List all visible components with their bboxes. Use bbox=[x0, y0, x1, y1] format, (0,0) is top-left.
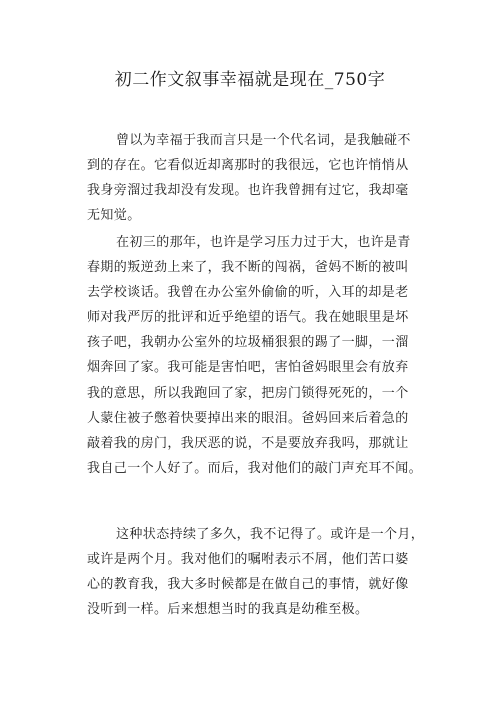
paragraph-line: 春期的叛逆劲上来了，我不断的闯祸，爸妈不断的被叫 bbox=[87, 260, 409, 276]
paragraph-1 bbox=[87, 128, 432, 228]
paragraph-line: 心的教育我，我大多时候都是在做自己的事情，就好像 bbox=[87, 577, 409, 593]
paragraph-line: 或许是两个月。我对他们的嘱咐表示不屑，他们苦口婆 bbox=[87, 552, 409, 568]
paragraph-line: 无知觉。 bbox=[87, 208, 141, 224]
paragraph-3 bbox=[87, 522, 432, 622]
paragraph-line: 我的意思，所以我跑回了家，把房门锁得死死的，一个 bbox=[87, 385, 409, 401]
paragraph-line: 我自己一个人好了。而后，我对他们的敲门声充耳不闻。 bbox=[87, 460, 423, 476]
paragraph-line: 敲着我的房门，我厌恶的说，不是要放弃我吗，那就让 bbox=[87, 435, 409, 451]
paragraph-line: 到的存在。它看似近却离那时的我很远，它也许悄悄从 bbox=[87, 158, 409, 174]
paragraph-line: 去学校谈话。我曾在办公室外偷偷的听，入耳的却是老 bbox=[87, 285, 409, 301]
paragraph-line: 孩子吧，我朝办公室外的垃圾桶狠狠的踢了一脚，一溜 bbox=[87, 335, 409, 351]
paragraph-line: 我身旁溜过我却没有发现。也许我曾拥有过它，我却毫 bbox=[87, 183, 409, 199]
paragraph-line: 在初三的那年，也许是学习压力过于大，也许是青 bbox=[116, 235, 411, 250]
paragraph-line: 没听到一样。后来想想当时的我真是幼稚至极。 bbox=[87, 602, 369, 618]
paragraph-2 bbox=[87, 230, 432, 481]
paragraph-line: 这种状态持续了多久，我不记得了。或许是一个月， bbox=[116, 527, 425, 542]
paragraph-line: 师对我严厉的批评和近乎绝望的语气。我在她眼里是坏 bbox=[87, 310, 409, 326]
paragraph-line: 烟奔回了家。我可能是害怕吧，害怕爸妈眼里会有放弃 bbox=[87, 360, 409, 376]
paragraph-line: 曾以为幸福于我而言只是一个代名词，是我触碰不 bbox=[116, 133, 411, 148]
document-title: 初二作文叙事幸福就是现在_750字 bbox=[114, 70, 386, 90]
paragraph-line: 人蒙住被子憋着快要掉出来的眼泪。爸妈回来后着急的 bbox=[87, 410, 409, 426]
